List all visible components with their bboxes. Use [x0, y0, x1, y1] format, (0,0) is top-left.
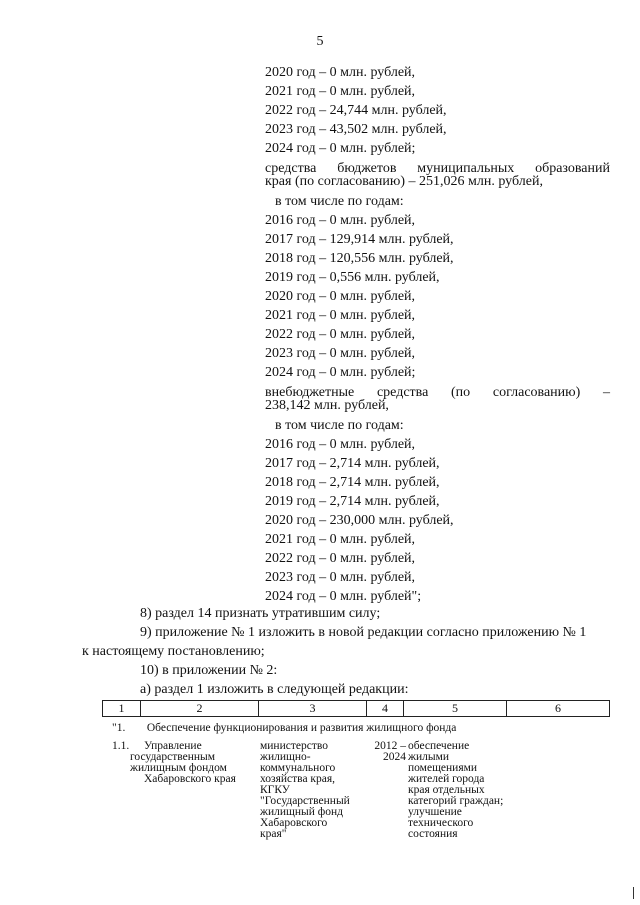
header-cell: 6 [507, 701, 610, 717]
col5-line: состояния [408, 828, 458, 840]
municipal-year-line: 2021 год – 0 млн. рублей, [265, 308, 416, 323]
municipal-year-line: 2024 год – 0 млн. рублей; [265, 365, 416, 380]
col3-line: жилищно- [260, 751, 311, 763]
col4-line: 2012 – [374, 740, 406, 752]
item-8: 8) раздел 14 признать утратившим силу; [140, 606, 381, 621]
municipal-year-line: 2018 год – 120,556 млн. рублей, [265, 251, 454, 266]
extrabudget-paragraph [265, 386, 610, 412]
header-cell: 3 [259, 701, 367, 717]
extrabudget-year-line: 2024 год – 0 млн. рублей"; [265, 589, 422, 604]
extrabudget-year-line: 2018 год – 2,714 млн. рублей, [265, 475, 440, 490]
section-row [112, 722, 456, 734]
funding-line: 2020 год – 0 млн. рублей, [265, 65, 416, 80]
extrabudget-by-year-label: в том числе по годам: [275, 418, 404, 433]
municipal-by-year-label: в том числе по годам: [275, 194, 404, 209]
col3-line: министерство [260, 740, 328, 752]
col5-line: категорий граждан; [408, 795, 504, 807]
row-number: 1.1. [112, 740, 130, 752]
col3-line: края" [260, 828, 287, 840]
municipal-year-line: 2016 год – 0 млн. рублей, [265, 213, 416, 228]
col2-line: жилищным фондом [130, 762, 227, 774]
table-header [102, 700, 610, 717]
extrabudget-line-1: внебюджетные средства (по согласованию) – [265, 385, 610, 400]
col5-line: жителей города [408, 773, 485, 785]
col5-line: технического [408, 817, 474, 829]
extrabudget-year-line: 2023 год – 0 млн. рублей, [265, 570, 416, 585]
page-number: 5 [316, 34, 324, 49]
municipal-year-line: 2017 год – 129,914 млн. рублей, [265, 232, 454, 247]
extrabudget-year-line: 2021 год – 0 млн. рублей, [265, 532, 416, 547]
extrabudget-line-2: 238,142 млн. рублей, [265, 398, 389, 413]
item-10a: а) раздел 1 изложить в следующей редакции: [140, 682, 409, 697]
amendment-items [82, 604, 610, 699]
col5-line: обеспечение [408, 740, 470, 752]
extrabudget-year-line: 2016 год – 0 млн. рублей, [265, 437, 416, 452]
col3-line: КГКУ [260, 784, 290, 796]
section-title: Обеспечение функционирования и развития жилищного фонда [146, 722, 457, 734]
section-number: "1. [112, 722, 126, 734]
row-col2 [130, 740, 262, 785]
extrabudget-year-line: 2019 год – 2,714 млн. рублей, [265, 494, 440, 509]
col3-line: "Государственный [260, 795, 350, 807]
header-cell: 4 [367, 701, 404, 717]
municipal-paragraph [265, 162, 610, 188]
item-10: 10) в приложении № 2: [140, 663, 278, 678]
extrabudget-year-line: 2020 год – 230,000 млн. рублей, [265, 513, 454, 528]
row-col4 [366, 741, 406, 763]
header-cell: 2 [141, 701, 259, 717]
col3-line: жилищный фонд [260, 806, 343, 818]
col3-line: хозяйства края, [260, 773, 336, 785]
extrabudget-year-line: 2022 год – 0 млн. рублей, [265, 551, 416, 566]
col5-line: помещениями [408, 762, 478, 774]
funding-block [265, 63, 610, 606]
municipal-year-line: 2022 год – 0 млн. рублей, [265, 327, 416, 342]
col2-line: государственным [130, 751, 216, 763]
header-cell: 5 [404, 701, 507, 717]
col3-line: коммунального [260, 762, 336, 774]
item-9-line-1: 9) приложение № 1 изложить в новой редакции согласно приложению № 1 [140, 625, 587, 640]
col2-line: Хабаровского края [144, 773, 236, 785]
col4-line: 2024 [383, 751, 406, 763]
col5-line: улучшение [408, 806, 462, 818]
funding-line: 2021 год – 0 млн. рублей, [265, 84, 416, 99]
col2-line: Управление [144, 740, 202, 752]
municipal-year-line: 2020 год – 0 млн. рублей, [265, 289, 416, 304]
col5-line: края отдельных [408, 784, 485, 796]
row-col5 [408, 741, 520, 840]
extrabudget-year-line: 2017 год – 2,714 млн. рублей, [265, 456, 440, 471]
municipal-line-2: края (по согласованию) – 251,026 млн. рублей, [265, 174, 543, 189]
municipal-year-line: 2023 год – 0 млн. рублей, [265, 346, 416, 361]
municipal-line-1: средства бюджетов муниципальных образований [265, 161, 610, 176]
row-col3 [260, 741, 368, 840]
item-9-line-2: к настоящему постановлению; [82, 644, 265, 659]
municipal-year-line: 2019 год – 0,556 млн. рублей, [265, 270, 440, 285]
funding-line: 2023 год – 43,502 млн. рублей, [265, 122, 447, 137]
col3-line: Хабаровского [260, 817, 328, 829]
funding-line: 2024 год – 0 млн. рублей; [265, 141, 416, 156]
page-edge-mark [633, 887, 640, 899]
col5-line: жилыми [408, 751, 449, 763]
funding-line: 2022 год – 24,744 млн. рублей, [265, 103, 447, 118]
header-cell: 1 [103, 701, 141, 717]
